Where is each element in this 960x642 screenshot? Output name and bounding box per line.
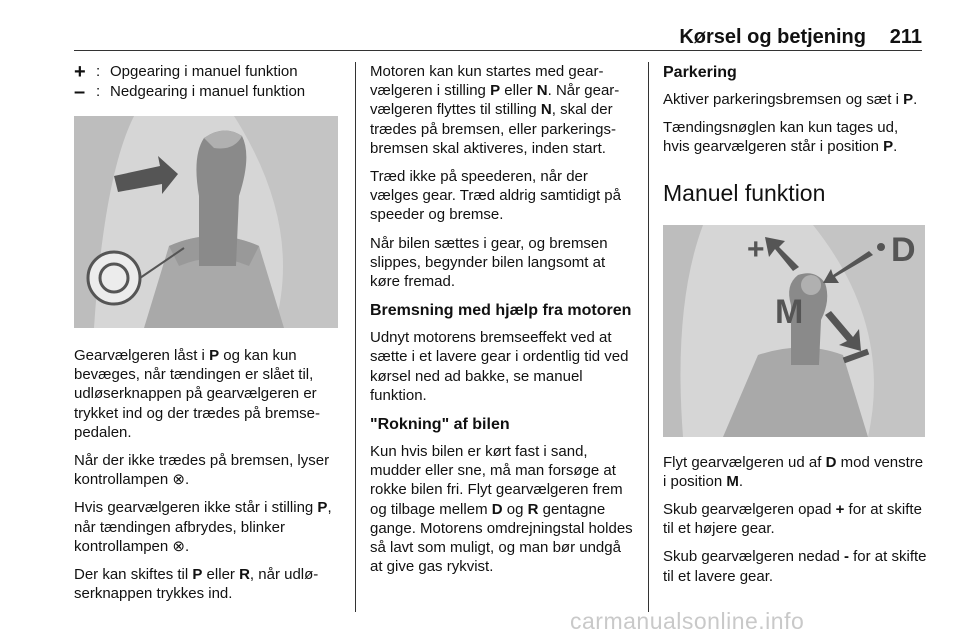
subheading: Parkering bbox=[663, 64, 737, 81]
paragraph: Flyt gearvælgeren ud af D mod venstre i position M. bbox=[663, 453, 924, 490]
legend-row-down bbox=[74, 82, 342, 102]
page-header bbox=[74, 0, 922, 52]
section-heading: Manuel funktion bbox=[663, 179, 826, 206]
plus-icon: + bbox=[74, 61, 86, 83]
brake-warning-icon: ⊗ bbox=[172, 471, 185, 489]
paragraph: Udnyt motorens bremseeffekt ved at sætte i et lavere gear i ordentlig tid ved kørsel ned ad bakke, se manuel funktion. bbox=[370, 329, 629, 404]
paragraph: Når bilen sættes i gear, og bremsen slippes, begynder bilen langsomt at køre fremad. bbox=[370, 234, 608, 291]
brake-warning-icon: ⊗ bbox=[172, 537, 185, 555]
paragraph: Motoren kan kun startes med gear-vælgeren i stilling P eller N. Når gear-vælgeren flyttes til stilling N, skal der trædes på bremsen, eller parkerings-bremsen skal aktiveres, inden start. bbox=[370, 63, 620, 157]
plus-label: + bbox=[747, 232, 765, 266]
section-title: Kørsel og betjening bbox=[679, 26, 866, 48]
paragraph: Der kan skiftes til P eller R, når udlø-serknappen trykkes ind. bbox=[74, 566, 319, 603]
column-3 bbox=[663, 62, 928, 595]
gear-lever-lock-illustration bbox=[74, 116, 338, 328]
column-2 bbox=[370, 62, 635, 585]
page-number: 211 bbox=[889, 26, 922, 48]
column-1 bbox=[74, 62, 342, 612]
m-label: M bbox=[775, 292, 804, 331]
column-divider bbox=[648, 62, 649, 612]
header-rule bbox=[74, 50, 922, 51]
watermark: carmanualsonline.info bbox=[570, 608, 805, 634]
paragraph: Aktiver parkeringsbremsen og sæt i P. bbox=[663, 91, 918, 108]
paragraph: Når der ikke trædes på bremsen, lyser kontrollampen ⊗. bbox=[74, 452, 330, 489]
legend-separator: : bbox=[96, 63, 101, 81]
legend-text: Nedgearing i manuel funktion bbox=[110, 83, 306, 101]
legend-separator: : bbox=[96, 83, 101, 101]
paragraph: Tændingsnøglen kan kun tages ud, hvis gearvælgeren står i position P. bbox=[663, 119, 899, 156]
subheading: "Rokning" af bilen bbox=[370, 416, 510, 434]
paragraph: Gearvælgeren låst i P og kan kun bevæges, når tændingen er slået til, udløserknappen på gearvælgeren er trykket ind og der trædes på bremse-pedalen. bbox=[74, 347, 320, 441]
legend-row-up bbox=[74, 62, 342, 82]
d-label: D bbox=[891, 230, 916, 269]
minus-icon: – bbox=[74, 81, 86, 103]
legend-text: Opgearing i manuel funktion bbox=[110, 63, 298, 81]
paragraph: Kun hvis bilen er kørt fast i sand, mudder eller sne, må man forsøge at rokke bilen fri. Flyt gearvælgeren frem og tilbage mellem D og R gentagne gange. Motorens omdrejningstal holdes så lavt som muligt, og man bør undgå at give gas rykvist. bbox=[370, 443, 633, 576]
column-divider bbox=[355, 62, 356, 612]
paragraph: Hvis gearvælgeren ikke står i stilling P, når tændingen afbrydes, blinker kontrollampen ⊗. bbox=[74, 499, 332, 555]
manual-mode-illustration bbox=[663, 225, 925, 437]
paragraph: Skub gearvælgeren nedad - for at skifte til et lavere gear. bbox=[663, 548, 927, 585]
paragraph: Skub gearvælgeren opad + for at skifte til et højere gear. bbox=[663, 501, 922, 538]
subheading: Bremsning med hjælp fra motoren bbox=[370, 302, 632, 320]
paragraph: Træd ikke på speederen, når der vælges gear. Træd aldrig samtidigt på speeder og bremse. bbox=[370, 168, 621, 224]
